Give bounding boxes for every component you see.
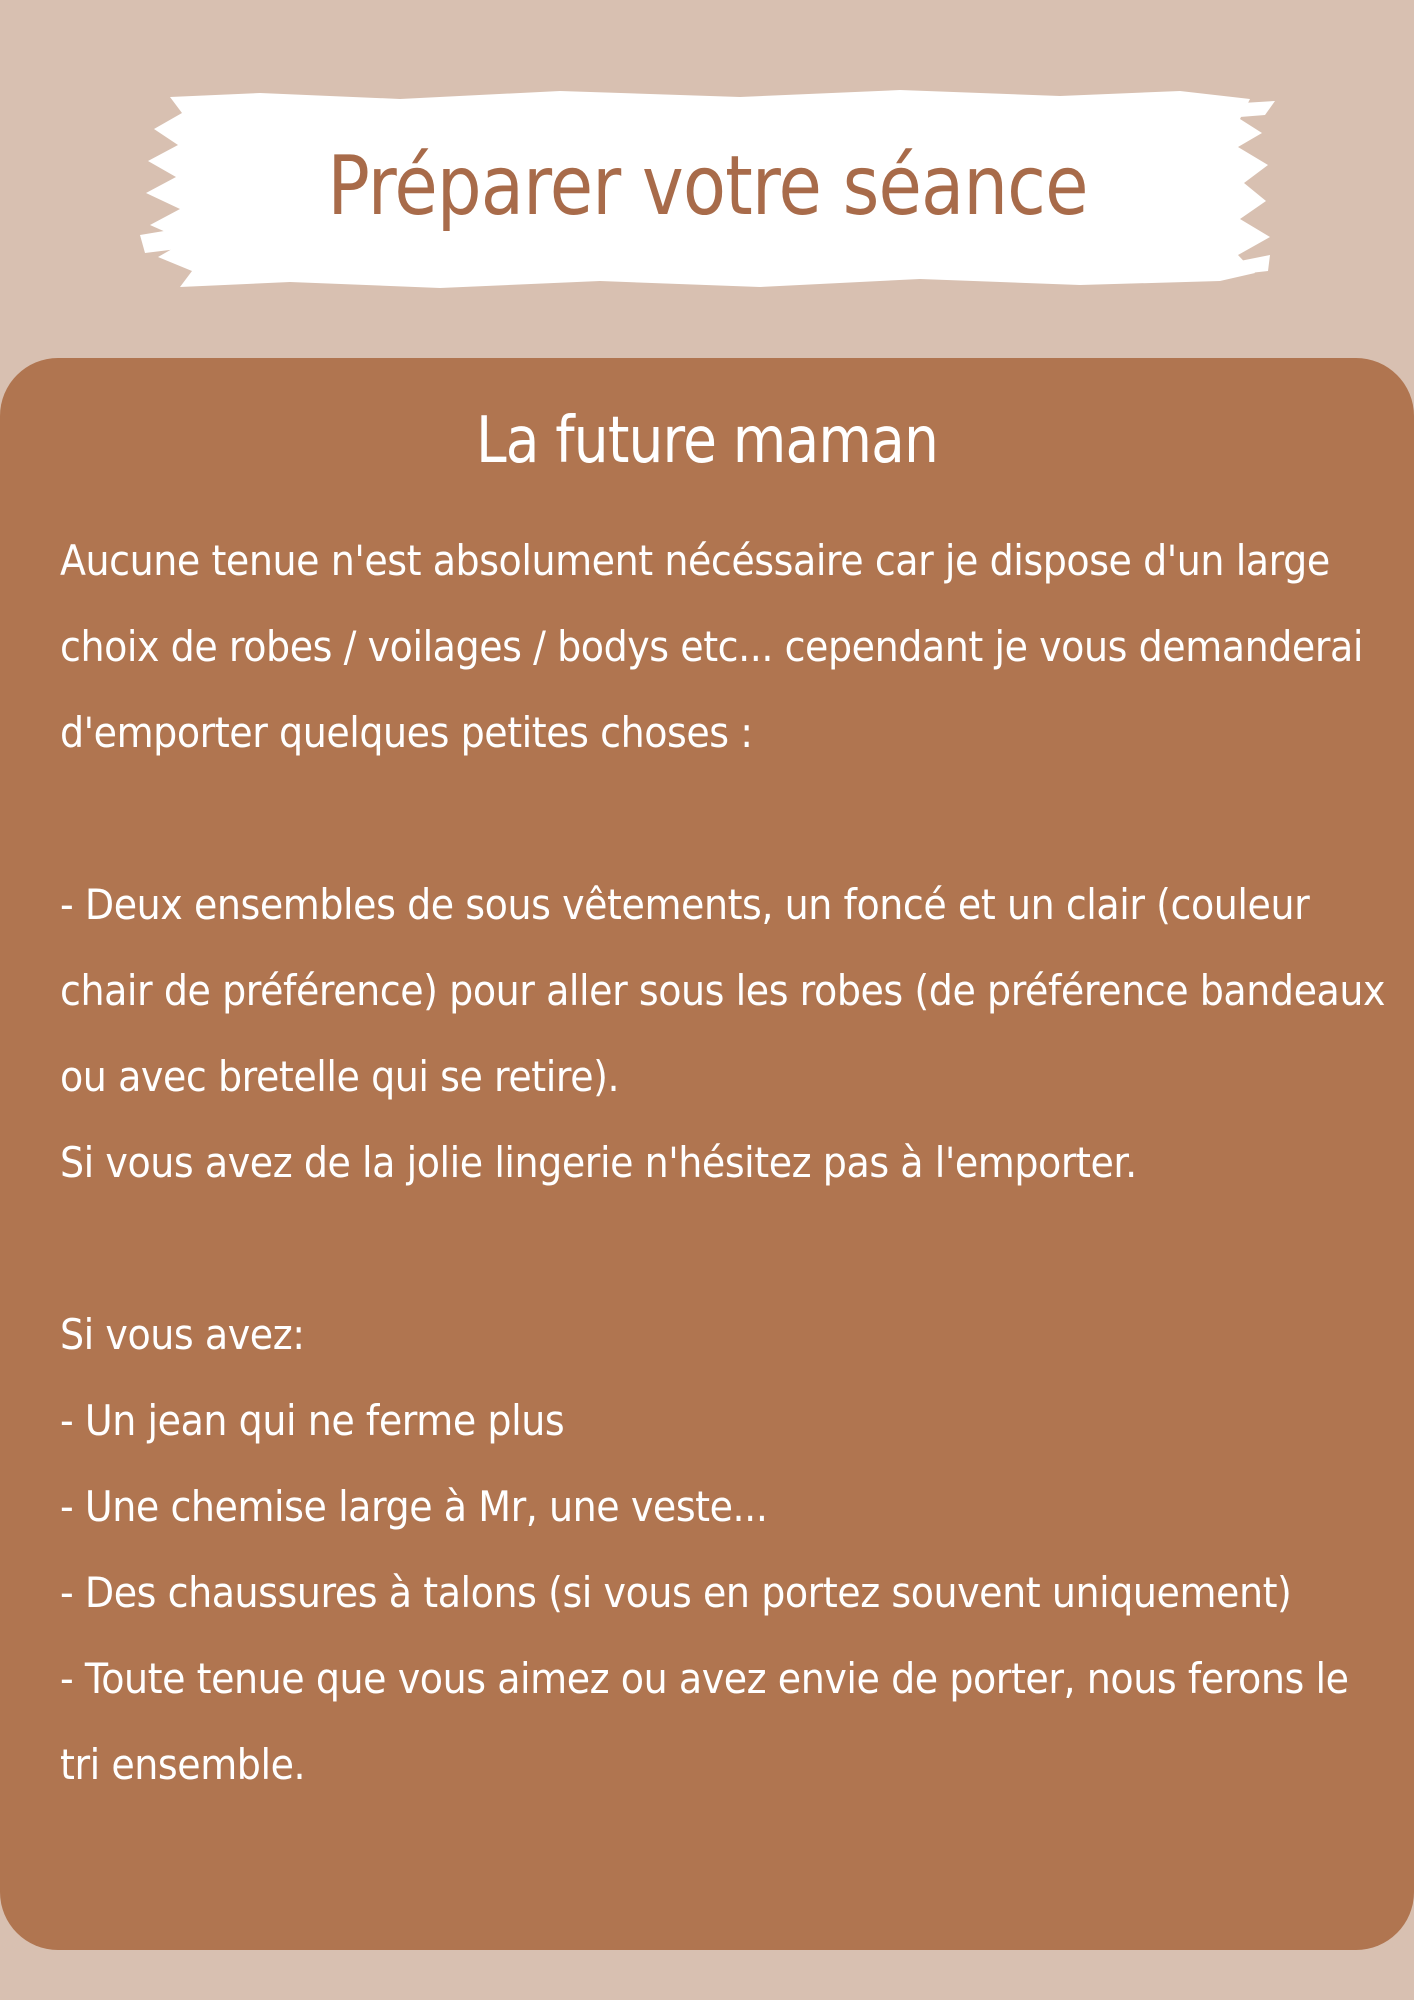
content-card [0, 358, 1414, 1950]
paragraph-gap [60, 1206, 1345, 1292]
list-item-continuation: tri ensemble. [60, 1740, 306, 1789]
page-title: Préparer votre séance [327, 138, 1088, 234]
intro-line: Aucune tenue n'est absolument nécéssaire car je dispose d'un large [60, 536, 1330, 585]
underwear-line: chair de préférence) pour aller sous les robes (de préférence bandeaux [60, 966, 1386, 1015]
underwear-line: - Deux ensembles de sous vêtements, un foncé et un clair (couleur [60, 880, 1310, 929]
underwear-line: ou avec bretelle qui se retire). [60, 1052, 620, 1101]
card-title: La future maman [475, 404, 939, 478]
intro-line: d'emporter quelques petites choses : [60, 708, 753, 757]
list-item: - Toute tenue que vous aimez ou avez envie de porter, nous ferons le [60, 1654, 1349, 1703]
title-banner [140, 85, 1275, 295]
list-heading: Si vous avez: [60, 1310, 305, 1359]
lingerie-line: Si vous avez de la jolie lingerie n'hésitez pas à l'emporter. [60, 1138, 1137, 1187]
list-item: - Une chemise large à Mr, une veste... [60, 1482, 768, 1531]
list-item: - Un jean qui ne ferme plus [60, 1396, 565, 1445]
card-body [60, 518, 1386, 1808]
paragraph-gap [60, 776, 1345, 862]
intro-line: choix de robes / voilages / bodys etc... cependant je vous demanderai [60, 622, 1363, 671]
list-item: - Des chaussures à talons (si vous en portez souvent uniquement) [60, 1568, 1292, 1617]
